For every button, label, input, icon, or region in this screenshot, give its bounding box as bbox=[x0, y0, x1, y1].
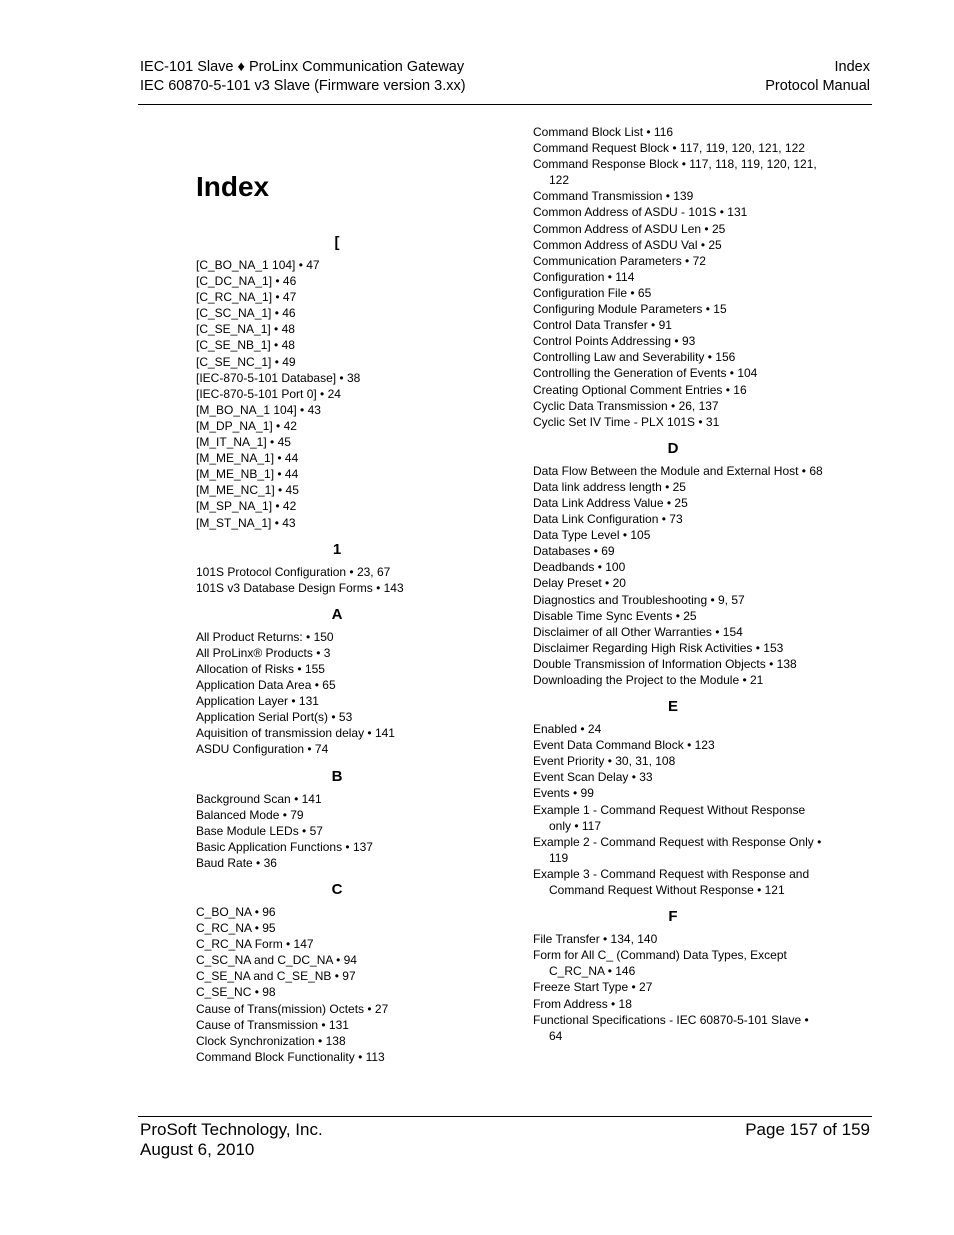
footer-divider bbox=[138, 1116, 872, 1117]
header-section-name: Index bbox=[834, 59, 870, 75]
index-entry: C_RC_NA • 95 bbox=[196, 921, 276, 936]
index-section bbox=[196, 539, 486, 596]
header-product-line: IEC-101 Slave ♦ ProLinx Communication Gateway bbox=[140, 59, 465, 75]
index-entry: [C_RC_NA_1] • 47 bbox=[196, 290, 297, 305]
index-entry: Configuring Module Parameters • 15 bbox=[533, 302, 727, 317]
index-entry: C_SE_NC • 98 bbox=[196, 985, 276, 1000]
index-entry: Command Block List • 116 bbox=[533, 125, 674, 139]
index-section bbox=[196, 766, 486, 871]
index-entry: Deadbands • 100 bbox=[533, 560, 626, 575]
index-letter-heading: [ bbox=[334, 234, 340, 251]
index-entry: Creating Optional Comment Entries • 16 bbox=[533, 382, 747, 397]
index-entry: Data Link Configuration • 73 bbox=[533, 512, 683, 527]
index-entry: Example 3 - Command Request with Response and Command Request Without Response • 121 bbox=[533, 866, 810, 898]
index-entry: Balanced Mode • 79 bbox=[196, 807, 304, 822]
index-entry: Disclaimer of all Other Warranties • 154 bbox=[533, 624, 743, 639]
index-entry: [M_ME_NB_1] • 44 bbox=[196, 467, 299, 482]
index-entry: Controlling Law and Severability • 156 bbox=[533, 350, 736, 365]
index-section bbox=[196, 879, 486, 1065]
index-section bbox=[196, 232, 486, 531]
footer-left bbox=[140, 1120, 323, 1160]
index-entry: [M_ME_NC_1] • 45 bbox=[196, 483, 299, 498]
index-entry: Command Transmission • 139 bbox=[533, 189, 694, 204]
index-entry: C_RC_NA Form • 147 bbox=[196, 937, 314, 952]
index-entry: Databases • 69 bbox=[533, 544, 615, 559]
index-entry: Example 1 - Command Request Without Response only • 117 bbox=[533, 802, 806, 833]
index-entry: File Transfer • 134, 140 bbox=[533, 932, 658, 947]
index-letter-heading: C bbox=[331, 881, 343, 898]
header-firmware-line: IEC 60870-5-101 v3 Slave (Firmware version 3.xx) bbox=[140, 78, 466, 94]
index-entry: 101S v3 Database Design Forms • 143 bbox=[196, 580, 404, 595]
index-entry: Cause of Trans(mission) Octets • 27 bbox=[196, 1001, 389, 1016]
index-letter-heading: F bbox=[668, 908, 678, 926]
running-header-right bbox=[765, 58, 870, 96]
index-entry: Diagnostics and Troubleshooting • 9, 57 bbox=[533, 592, 745, 607]
index-entry: Controlling the Generation of Events • 104 bbox=[533, 366, 758, 381]
header-manual-name: Protocol Manual bbox=[765, 78, 870, 94]
page-title: Index bbox=[196, 171, 270, 202]
footer-company: ProSoft Technology, Inc. bbox=[140, 1120, 323, 1139]
index-entry: Event Priority • 30, 31, 108 bbox=[533, 754, 676, 769]
index-entry: C_SC_NA and C_DC_NA • 94 bbox=[196, 953, 357, 968]
index-entry: Data link address length • 25 bbox=[533, 479, 686, 494]
index-entry: [M_SP_NA_1] • 42 bbox=[196, 499, 297, 514]
index-entry: Event Data Command Block • 123 bbox=[533, 738, 715, 753]
footer-right bbox=[745, 1120, 870, 1140]
index-entry: [C_DC_NA_1] • 46 bbox=[196, 274, 297, 289]
index-entry: Common Address of ASDU Len • 25 bbox=[533, 221, 726, 236]
index-entry: Delay Preset • 20 bbox=[533, 576, 626, 591]
index-entry: Control Points Addressing • 93 bbox=[533, 334, 696, 349]
index-entry: Form for All C_ (Command) Data Types, Except C_RC_NA • 146 bbox=[533, 948, 787, 979]
index-entry: Enabled • 24 bbox=[533, 722, 602, 737]
index-entry: Event Scan Delay • 33 bbox=[533, 770, 653, 785]
index-entry: Cyclic Set IV Time - PLX 101S • 31 bbox=[533, 414, 720, 429]
index-letter-heading: D bbox=[667, 439, 679, 457]
index-entry: [M_ME_NA_1] • 44 bbox=[196, 451, 299, 466]
index-entry: Disable Time Sync Events • 25 bbox=[533, 608, 697, 623]
index-entry: [M_ST_NA_1] • 43 bbox=[196, 515, 296, 530]
index-section bbox=[533, 124, 823, 430]
index-entry: C_BO_NA • 96 bbox=[196, 905, 276, 919]
index-column-right bbox=[533, 124, 823, 1052]
index-entry: [C_SC_NA_1] • 46 bbox=[196, 306, 296, 321]
index-section bbox=[533, 438, 823, 688]
running-header-left bbox=[140, 58, 466, 96]
index-entry: Configuration File • 65 bbox=[533, 285, 652, 300]
index-entry: Basic Application Functions • 137 bbox=[196, 839, 373, 854]
index-entry: Control Data Transfer • 91 bbox=[533, 318, 672, 333]
header-divider bbox=[138, 104, 872, 105]
index-entry: Common Address of ASDU - 101S • 131 bbox=[533, 205, 748, 220]
index-entry: Clock Synchronization • 138 bbox=[196, 1033, 346, 1048]
index-entry: Background Scan • 141 bbox=[196, 791, 322, 806]
index-section bbox=[533, 906, 823, 1044]
index-entry: Cyclic Data Transmission • 26, 137 bbox=[533, 398, 719, 413]
index-entry: Command Response Block • 117, 118, 119, 120, 121, 122 bbox=[533, 157, 817, 188]
index-entry: Data Link Address Value • 25 bbox=[533, 495, 688, 510]
index-entry: [IEC-870-5-101 Port 0] • 24 bbox=[196, 386, 341, 401]
index-entry: All ProLinx® Products • 3 bbox=[196, 645, 331, 660]
index-entry: [M_DP_NA_1] • 42 bbox=[196, 418, 297, 433]
index-entry: Communication Parameters • 72 bbox=[533, 253, 706, 268]
index-entry: [M_IT_NA_1] • 45 bbox=[196, 435, 291, 450]
index-section bbox=[196, 604, 486, 758]
index-entry: Events • 99 bbox=[533, 786, 594, 801]
index-entry: [C_SE_NA_1] • 48 bbox=[196, 322, 295, 337]
index-entry: Cause of Transmission • 131 bbox=[196, 1017, 349, 1032]
footer-date: August 6, 2010 bbox=[140, 1140, 255, 1159]
index-entry: Freeze Start Type • 27 bbox=[533, 980, 653, 995]
index-entry: Command Request Block • 117, 119, 120, 121, 122 bbox=[533, 141, 805, 156]
index-entry: Common Address of ASDU Val • 25 bbox=[533, 237, 722, 252]
index-entry: Application Serial Port(s) • 53 bbox=[196, 710, 353, 725]
index-letter-heading: E bbox=[667, 698, 678, 716]
index-entry: Baud Rate • 36 bbox=[196, 855, 277, 870]
index-entry: Example 2 - Command Request with Response Only • 119 bbox=[533, 834, 822, 865]
index-entry: Data Flow Between the Module and External Host • 68 bbox=[533, 463, 823, 478]
index-entry: 101S Protocol Configuration • 23, 67 bbox=[196, 564, 391, 579]
index-letter-heading: B bbox=[331, 767, 343, 785]
footer-page-number: Page 157 of 159 bbox=[745, 1120, 870, 1139]
index-letter-heading: 1 bbox=[332, 540, 342, 558]
index-section bbox=[533, 696, 823, 898]
index-entry: C_SE_NA and C_SE_NB • 97 bbox=[196, 969, 356, 984]
index-entry: [M_BO_NA_1 104] • 43 bbox=[196, 402, 321, 417]
index-entry: [IEC-870-5-101 Database] • 38 bbox=[196, 370, 361, 385]
index-column-left bbox=[196, 232, 486, 1073]
index-entry: Downloading the Project to the Module • 21 bbox=[533, 673, 764, 687]
index-letter-heading: A bbox=[331, 605, 343, 623]
index-entry: Data Type Level • 105 bbox=[533, 528, 651, 543]
index-entry: Allocation of Risks • 155 bbox=[196, 661, 325, 676]
index-entry: Disclaimer Regarding High Risk Activities • 153 bbox=[533, 640, 784, 655]
index-entry: Application Data Area • 65 bbox=[196, 678, 336, 693]
index-entry: From Address • 18 bbox=[533, 996, 632, 1011]
index-entry: All Product Returns: • 150 bbox=[196, 629, 334, 644]
index-entry: ASDU Configuration • 74 bbox=[196, 742, 329, 757]
index-entry: Double Transmission of Information Objects • 138 bbox=[533, 656, 797, 671]
index-entry: Base Module LEDs • 57 bbox=[196, 823, 323, 838]
index-entry: [C_SE_NB_1] • 48 bbox=[196, 338, 295, 353]
index-entry: [C_SE_NC_1] • 49 bbox=[196, 354, 296, 369]
index-entry: Command Block Functionality • 113 bbox=[196, 1049, 385, 1064]
index-entry: Functional Specifications - IEC 60870-5-101 Slave • 64 bbox=[533, 1012, 809, 1043]
index-entry: [C_BO_NA_1 104] • 47 bbox=[196, 258, 320, 272]
index-entry: Application Layer • 131 bbox=[196, 694, 319, 709]
index-entry: Aquisition of transmission delay • 141 bbox=[196, 726, 395, 741]
index-entry: Configuration • 114 bbox=[533, 269, 635, 284]
